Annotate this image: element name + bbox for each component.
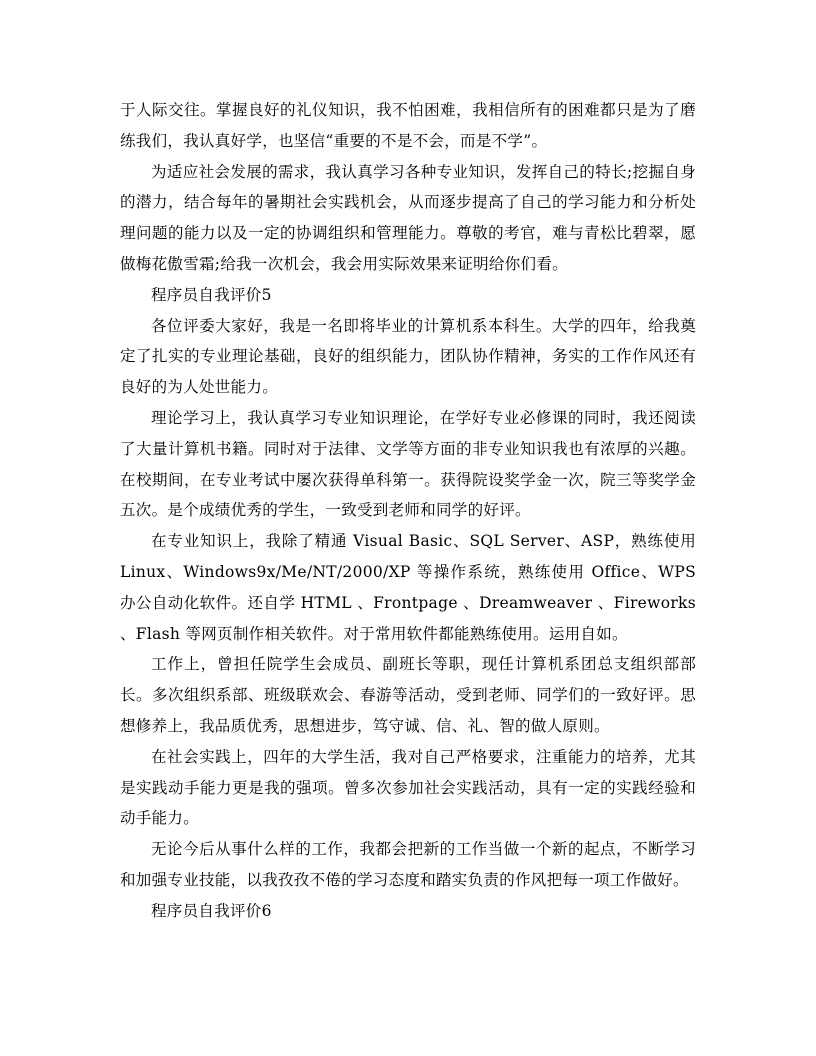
paragraph-continuation: 于人际交往。掌握良好的礼仪知识，我不怕困难，我相信所有的困难都只是为了磨练我们，我认真好学，也坚信“重要的不是不会，而是不学”。 — [120, 101, 696, 150]
paragraph-work-experience: 工作上，曾担任院学生会成员、副班长等职，现任计算机系团总支组织部部长。多次组织系部、班级联欢会、春游等活动，受到老师、同学们的一致好评。思想修养上，我品质优秀，思想进步，笃守诚、信、礼、智的做人原则。 — [120, 655, 696, 735]
paragraph-theory-study: 理论学习上，我认真学习专业知识理论，在学好专业必修课的同时，我还阅读了大量计算机书籍。同时对于法律、文学等方面的非专业知识我也有浓厚的兴趣。在校期间，在专业考试中屡次获得单科第一。获得院设奖学金一次，院三等奖学金五次。是个成绩优秀的学生，一致受到老师和同学的好评。 — [120, 408, 696, 520]
paragraph-professional-skills: 在专业知识上，我除了精通 Visual Basic、SQL Server、ASP，熟练使用Linux、Windows9x/Me/NT/2000/XP 等操作系统，熟练使用 Office、WPS 办公自动化软件。还自学 HTML 、Frontpage 、Dreamweaver 、Fireworks 、Flash 等网页制作相关软件。对于常用软件都能熟练使用。运用自如。 — [120, 532, 696, 643]
paragraph-social-practice: 在社会实践上，四年的大学生活，我对自己严格要求，注重能力的培养，尤其是实践动手能力更是我的强项。曾多次参加社会实践活动，具有一定的实践经验和动手能力。 — [120, 747, 696, 828]
paragraph-conclusion: 无论今后从事什么样的工作，我都会把新的工作当做一个新的起点，不断学习和加强专业技能，以我孜孜不倦的学习态度和踏实负责的作风把每一项工作做好。 — [120, 840, 696, 889]
paragraph-introduction: 各位评委大家好，我是一名即将毕业的计算机系本科生。大学的四年，给我奠定了扎实的专业理论基础，良好的组织能力，团队协作精神，务实的工作作风还有良好的为人处世能力。 — [120, 316, 696, 397]
section-heading-5: 程序员自我评价5 — [151, 285, 272, 304]
paragraph-social-development: 为适应社会发展的需求，我认真学习各种专业知识，发挥自己的特长;挖掘自身的潜力，结合每年的暑期社会实践机会，从而逐步提高了自己的学习能力和分析处理问题的能力以及一定的协调组织和管理能力。尊敬的考官，难与青松比碧翠，愿做梅花傲雪霜;给我一次机会，我会用实际效果来证明给你们看。 — [120, 162, 696, 273]
section-heading-6: 程序员自我评价6 — [151, 901, 272, 920]
